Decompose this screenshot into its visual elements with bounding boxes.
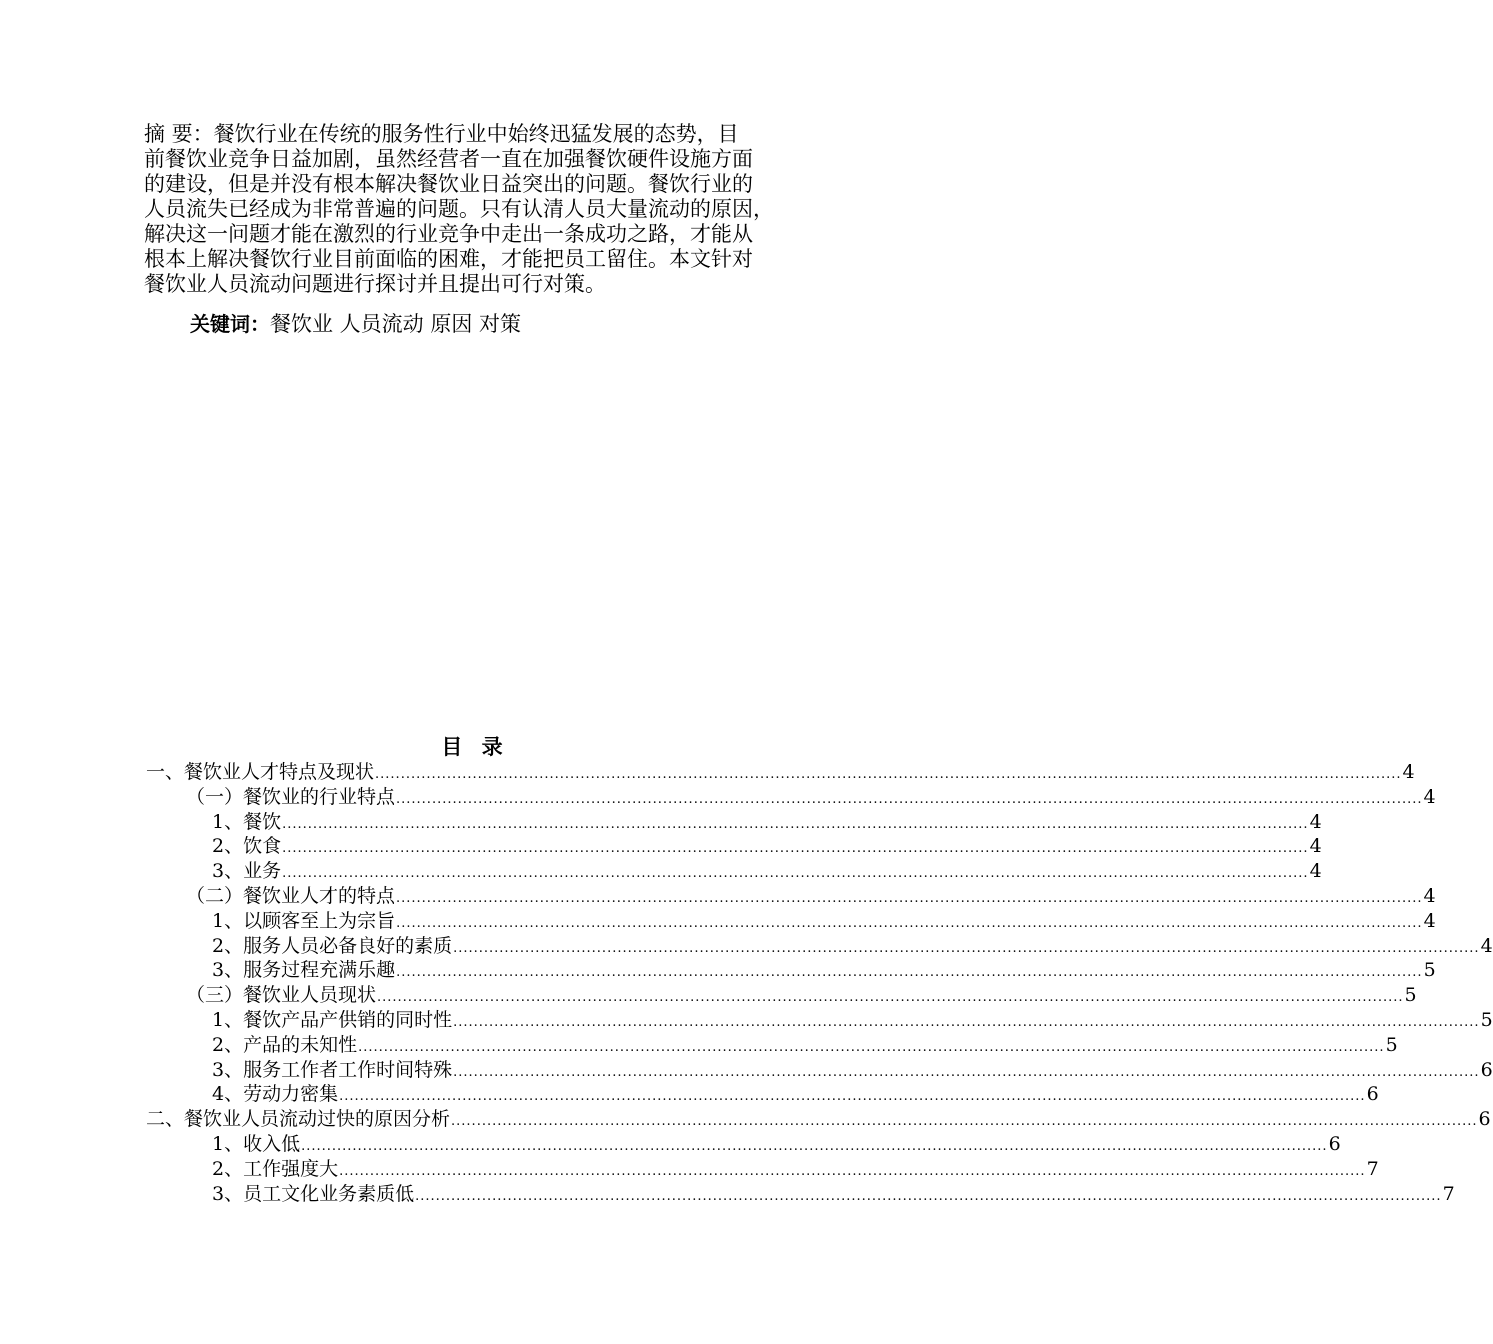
toc-entry[interactable] bbox=[146, 983, 1417, 1008]
toc-leader-dots: ........................................................................................................................................................................................................ bbox=[339, 1163, 1366, 1179]
toc-entry-title: 餐饮业人员流动过快的原因分析 bbox=[184, 1108, 451, 1131]
toc-entry-title: （一）餐饮业的行业特点 bbox=[186, 785, 396, 808]
toc-entry[interactable] bbox=[146, 1132, 1341, 1157]
toc-entry-title: 2、工作强度大 bbox=[212, 1157, 339, 1180]
toc-entry-title: 餐饮业人才特点及现状 bbox=[184, 761, 375, 783]
keywords-label: 关键词： bbox=[190, 312, 270, 336]
keywords bbox=[190, 308, 521, 338]
toc-entry[interactable] bbox=[146, 1082, 1379, 1107]
abstract-line: 摘 要：餐饮行业在传统的服务性行业中始终迅猛发展的态势，目 bbox=[144, 122, 739, 146]
abstract-line: 餐饮业人员流动问题进行探讨并且提出可行对策。 bbox=[144, 272, 606, 296]
toc-entry-page: 5 bbox=[1385, 1033, 1398, 1056]
keywords-text: 餐饮业 人员流动 原因 对策 bbox=[270, 312, 522, 336]
abstract-line: 解决这一问题才能在激烈的行业竞争中走出一条成功之路，才能从 bbox=[144, 222, 753, 246]
toc-leader-dots: ........................................................................................................................................................................................................ bbox=[375, 767, 1402, 782]
toc-leader-dots: ........................................................................................................................................................................................................ bbox=[282, 816, 1309, 832]
toc-leader-dots: ........................................................................................................................................................................................................ bbox=[282, 866, 1309, 882]
toc-entry-title: （三）餐饮业人员现状 bbox=[186, 984, 377, 1007]
toc-entry-page: 5 bbox=[1404, 984, 1417, 1007]
toc-title: 目 录 bbox=[441, 735, 509, 759]
abstract-line: 根本上解决餐饮行业目前面临的困难，才能把员工留住。本文针对 bbox=[144, 247, 753, 271]
toc-entry-title: （二）餐饮业人才的特点 bbox=[186, 884, 396, 907]
toc-entry[interactable] bbox=[146, 834, 1322, 859]
toc-entry-page: 6 bbox=[1478, 1108, 1491, 1131]
toc-entry-title: 1、餐饮 bbox=[212, 810, 282, 833]
toc-leader-dots: ........................................................................................................................................................................................................ bbox=[339, 1089, 1366, 1105]
toc-entry-page: 6 bbox=[1480, 1058, 1493, 1081]
toc-entry[interactable] bbox=[146, 934, 1493, 959]
toc-entry[interactable] bbox=[146, 1182, 1455, 1207]
toc-leader-dots: ........................................................................................................................................................................................................ bbox=[396, 965, 1423, 981]
toc-leader-dots: ........................................................................................................................................................................................................ bbox=[358, 1039, 1385, 1055]
toc-entry-title: 1、收入低 bbox=[212, 1132, 301, 1155]
toc-entry[interactable] bbox=[146, 884, 1436, 909]
toc-entry-page: 7 bbox=[1366, 1157, 1379, 1180]
toc-entry-page: 4 bbox=[1423, 909, 1436, 932]
toc-entry-page: 4 bbox=[1480, 934, 1493, 957]
toc-leader-dots: ........................................................................................................................................................................................................ bbox=[453, 1014, 1480, 1030]
toc-entry[interactable] bbox=[146, 909, 1436, 934]
toc-entry-title: 4、劳动力密集 bbox=[212, 1083, 339, 1106]
toc-leader-dots: ........................................................................................................................................................................................................ bbox=[282, 841, 1309, 857]
toc-leader-dots: ........................................................................................................................................................................................................ bbox=[396, 791, 1423, 807]
toc-entry-title: 2、服务人员必备良好的素质 bbox=[212, 934, 453, 957]
abstract-line: 人员流失已经成为非常普遍的问题。只有认清人员大量流动的原因， bbox=[144, 197, 774, 221]
toc-entry[interactable] bbox=[146, 1157, 1379, 1182]
abstract bbox=[144, 122, 824, 297]
toc-entry[interactable] bbox=[146, 785, 1436, 810]
toc-entry-title: 3、员工文化业务素质低 bbox=[212, 1182, 415, 1205]
toc-entry-page: 6 bbox=[1366, 1083, 1379, 1106]
toc-entry[interactable] bbox=[146, 958, 1436, 983]
abstract-line: 前餐饮业竞争日益加剧，虽然经营者一直在加强餐饮硬件设施方面 bbox=[144, 147, 753, 171]
toc-entry-page: 4 bbox=[1309, 835, 1322, 858]
toc-entry[interactable] bbox=[146, 859, 1322, 884]
toc-entry[interactable] bbox=[146, 760, 1415, 785]
toc-entry-title: 3、服务工作者工作时间特殊 bbox=[212, 1058, 453, 1081]
toc-entry[interactable] bbox=[146, 1107, 1491, 1132]
toc-leader-dots: ........................................................................................................................................................................................................ bbox=[301, 1138, 1328, 1154]
toc-entry-page: 5 bbox=[1423, 959, 1436, 982]
abstract-line: 的建设，但是并没有根本解决餐饮业日益突出的问题。餐饮行业的 bbox=[144, 172, 753, 196]
table-of-contents bbox=[146, 760, 1493, 1206]
toc-leader-dots: ........................................................................................................................................................................................................ bbox=[453, 940, 1480, 956]
toc-leader-dots: ........................................................................................................................................................................................................ bbox=[453, 1064, 1480, 1080]
toc-entry-number: 二、 bbox=[146, 1108, 185, 1131]
toc-entry-page: 4 bbox=[1423, 785, 1436, 808]
toc-entry-page: 4 bbox=[1402, 761, 1415, 783]
toc-entry-title: 1、餐饮产品产供销的同时性 bbox=[212, 1008, 453, 1031]
toc-entry-page: 5 bbox=[1480, 1008, 1493, 1031]
toc-entry-title: 2、产品的未知性 bbox=[212, 1033, 358, 1056]
toc-leader-dots: ........................................................................................................................................................................................................ bbox=[451, 1114, 1478, 1130]
toc-leader-dots: ........................................................................................................................................................................................................ bbox=[415, 1188, 1442, 1204]
toc-entry[interactable] bbox=[146, 1008, 1493, 1033]
toc-entry[interactable] bbox=[146, 1058, 1493, 1083]
toc-entry-title: 2、饮食 bbox=[212, 835, 282, 858]
toc-entry-page: 4 bbox=[1309, 860, 1322, 883]
toc-entry-page: 4 bbox=[1309, 810, 1322, 833]
toc-entry-title: 3、服务过程充满乐趣 bbox=[212, 959, 396, 982]
toc-entry-page: 7 bbox=[1442, 1182, 1455, 1205]
toc-entry-page: 4 bbox=[1423, 884, 1436, 907]
toc-leader-dots: ........................................................................................................................................................................................................ bbox=[396, 890, 1423, 906]
toc-entry-title: 1、以顾客至上为宗旨 bbox=[212, 909, 396, 932]
toc-entry[interactable] bbox=[146, 810, 1322, 835]
toc-entry[interactable] bbox=[146, 1033, 1398, 1058]
toc-entry-page: 6 bbox=[1328, 1132, 1341, 1155]
toc-entry-title: 3、业务 bbox=[212, 860, 282, 883]
toc-entry-number: 一、 bbox=[146, 761, 185, 783]
toc-leader-dots: ........................................................................................................................................................................................................ bbox=[377, 990, 1404, 1006]
toc-leader-dots: ........................................................................................................................................................................................................ bbox=[396, 915, 1423, 931]
